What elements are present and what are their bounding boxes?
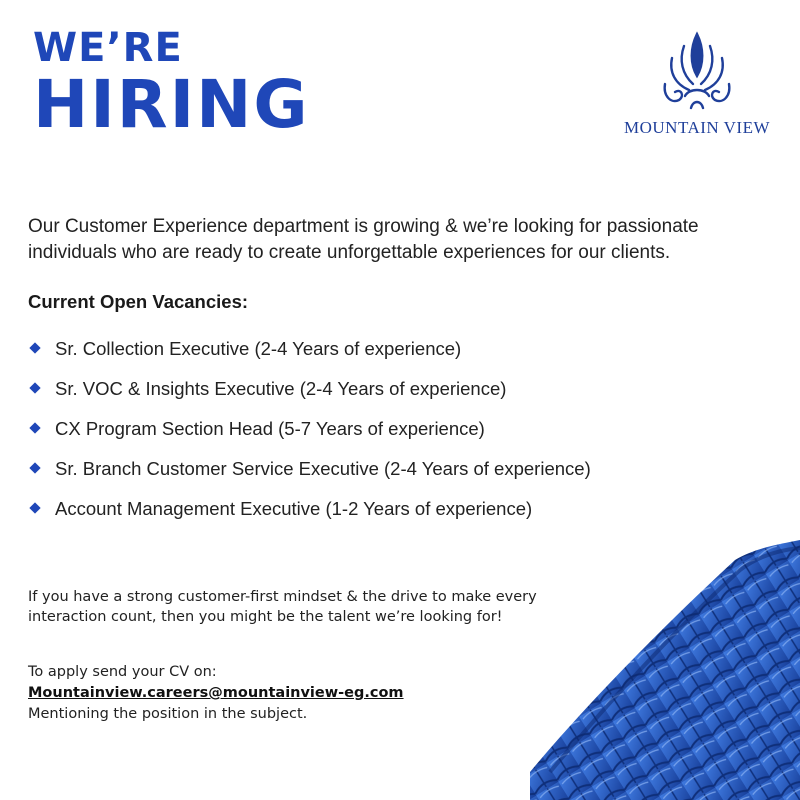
roof-tiles-image [530,540,800,800]
diamond-bullet-icon [29,422,40,433]
list-item [28,418,591,458]
mountain-view-emblem-icon [657,30,737,116]
vacancy-label: Sr. Branch Customer Service Executive (2-4 Years of experience) [55,458,591,479]
vacancy-label: Sr. Collection Executive (2-4 Years of experience) [55,338,462,359]
list-item [28,378,591,418]
list-item [28,458,591,498]
intro-paragraph: Our Customer Experience department is growing & we’re looking for passionate individuals who are ready to create unforgettable experiences for our clients. [28,216,699,263]
apply-instruction: To apply send your CV on: [28,664,217,680]
vacancies-title: Current Open Vacancies: [28,291,249,312]
apply-section [28,662,404,725]
diamond-bullet-icon [29,382,40,393]
diamond-bullet-icon [29,462,40,473]
mountain-view-logo [612,30,782,160]
list-item [28,338,591,378]
list-item [28,498,591,538]
headline-line1: WE’RE [33,25,183,71]
diamond-bullet-icon [29,342,40,353]
apply-note: Mentioning the position in the subject. [28,706,308,722]
vacancies-list [28,338,591,538]
headline-line2: HIRING [33,66,310,143]
vacancy-label: Account Management Executive (1-2 Years of experience) [55,498,533,519]
logo-text: MOUNTAIN VIEW [624,118,770,137]
vacancy-label: CX Program Section Head (5-7 Years of experience) [55,418,485,439]
closing-paragraph: If you have a strong customer-first mindset & the drive to make every interaction count, then you might be the talent we’re looking for! [28,589,537,625]
vacancy-label: Sr. VOC & Insights Executive (2-4 Years of experience) [55,378,507,399]
careers-email-link[interactable]: Mountainview.careers@mountainview-eg.com [28,685,404,701]
hiring-headline [33,25,310,143]
diamond-bullet-icon [29,502,40,513]
